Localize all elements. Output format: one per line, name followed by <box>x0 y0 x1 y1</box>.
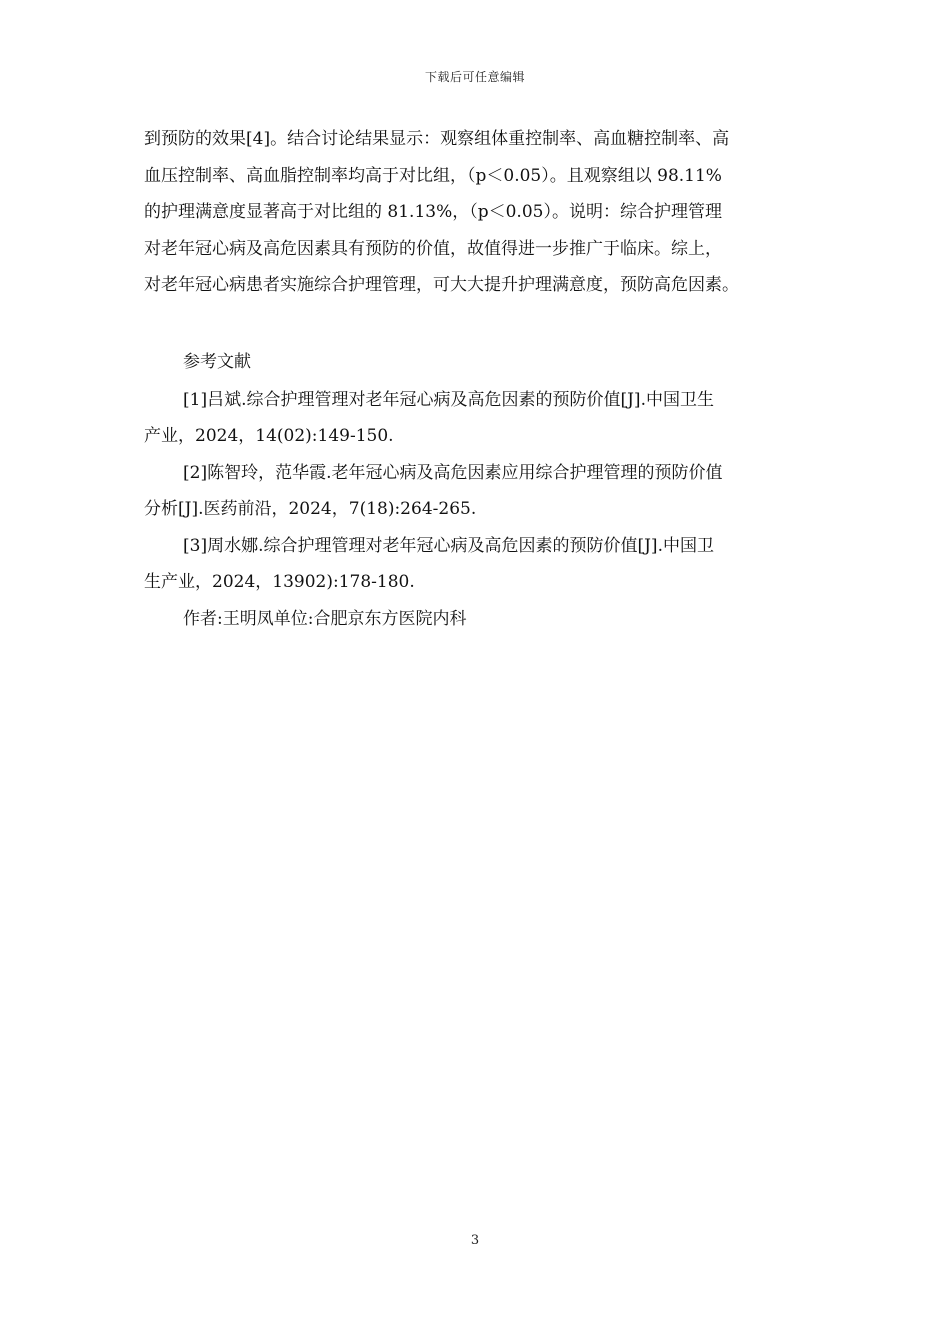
reference-item <box>144 528 816 601</box>
paragraph-line: 对老年冠心病患者实施综合护理管理，可大大提升护理满意度，预防高危因素。 <box>144 275 739 295</box>
paragraph-line: 血压控制率、高血脂控制率均高于对比组，（p＜0.05）。且观察组以 98.11% <box>144 165 722 186</box>
page-header-note: 下载后可任意编辑 <box>424 70 525 84</box>
reference-line: 分析[J].医药前沿，2024，7(18):264-265. <box>144 499 477 519</box>
reference-line: [2]陈智玲，范华霞.老年冠心病及高危因素应用综合护理管理的预防价值 <box>183 462 723 483</box>
reference-line: [1]吕斌.综合护理管理对老年冠心病及高危因素的预防价值[J].中国卫生 <box>183 389 714 410</box>
references-heading: 参考文献 <box>183 352 251 372</box>
references-section <box>144 344 816 637</box>
author-affiliation: 作者:王明凤单位:合肥京东方医院内科 <box>183 608 467 629</box>
paragraph-line: 对老年冠心病及高危因素具有预防的价值，故值得进一步推广于临床。综上， <box>144 238 722 259</box>
reference-line: 生产业，2024，13902):178-180. <box>144 572 415 592</box>
paragraph-line: 到预防的效果[4]。结合讨论结果显示：观察组体重控制率、高血糖控制率、高 <box>144 129 730 149</box>
page-number: 3 <box>470 1233 480 1248</box>
reference-line: [3]周水娜.综合护理管理对老年冠心病及高危因素的预防价值[J].中国卫 <box>183 535 714 556</box>
reference-item <box>144 382 816 455</box>
body-paragraph <box>144 121 816 304</box>
paragraph-line: 的护理满意度显著高于对比组的 81.13%，（p＜0.05）。说明：综合护理管理 <box>144 202 722 222</box>
reference-item <box>144 455 816 528</box>
reference-line: 产业，2024，14(02):149-150. <box>144 426 394 446</box>
